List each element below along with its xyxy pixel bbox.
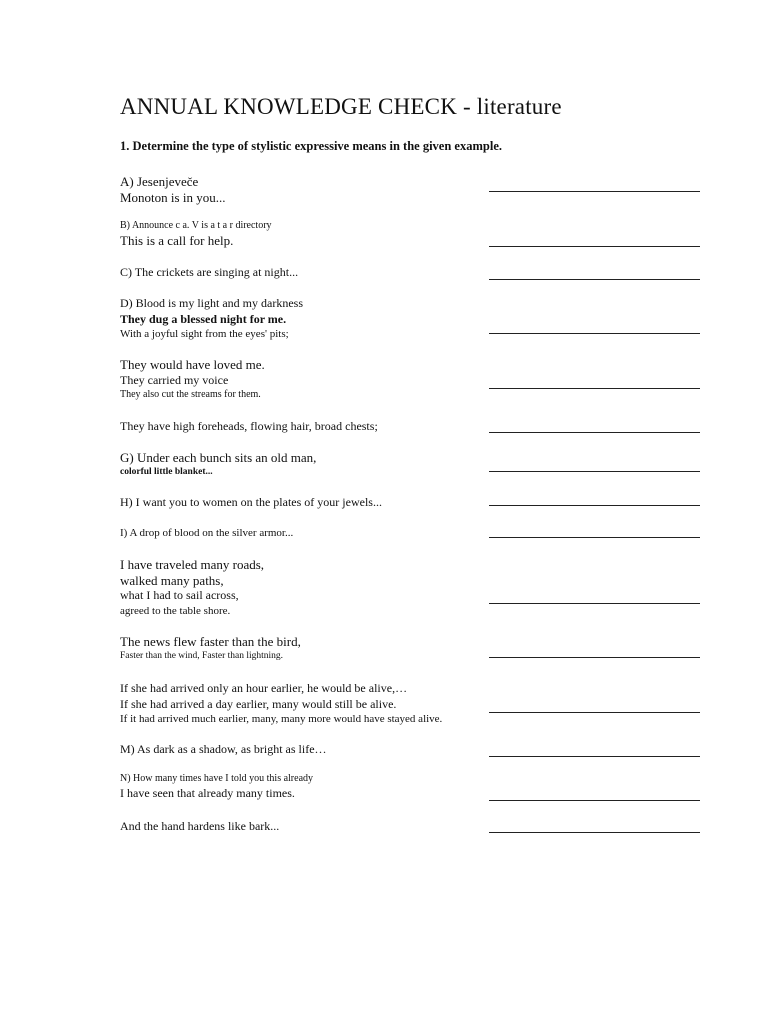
example-line: C) The crickets are singing at night... bbox=[120, 265, 299, 279]
example-line: I have seen that already many times. bbox=[120, 786, 295, 800]
answer-line-f[interactable] bbox=[489, 432, 700, 433]
example-line: walked many paths, bbox=[120, 572, 224, 588]
answer-line-l[interactable] bbox=[489, 712, 700, 713]
example-item-n bbox=[120, 772, 313, 802]
answer-line-a[interactable] bbox=[489, 191, 700, 192]
example-line: With a joyful sight from the eyes' pits; bbox=[120, 328, 289, 340]
example-item-h bbox=[120, 495, 382, 511]
example-line: They dug a blessed night for me. bbox=[120, 311, 287, 326]
example-line: If she had arrived only an hour earlier, he would be alive,… bbox=[120, 681, 408, 695]
answer-line-j[interactable] bbox=[489, 603, 700, 604]
example-line: I) A drop of blood on the silver armor... bbox=[120, 527, 294, 539]
page-title: ANNUAL KNOWLEDGE CHECK - literature bbox=[120, 94, 562, 119]
answer-line-i[interactable] bbox=[489, 537, 700, 538]
example-line: The news flew faster than the bird, bbox=[120, 634, 301, 649]
example-item-i bbox=[120, 526, 293, 540]
example-item-f bbox=[120, 419, 378, 435]
answer-line-k[interactable] bbox=[489, 657, 700, 658]
answer-line-c[interactable] bbox=[489, 279, 700, 280]
answer-line-n[interactable] bbox=[489, 800, 700, 801]
example-line: If it had arrived much earlier, many, many more would have stayed alive. bbox=[120, 713, 443, 725]
example-line: They would have loved me. bbox=[120, 357, 265, 372]
question-instruction: 1. Determine the type of stylistic expressive means in the given example. bbox=[120, 139, 502, 153]
example-line: And the hand hardens like bark... bbox=[120, 819, 280, 833]
example-line: colorful little blanket... bbox=[120, 466, 213, 477]
answer-line-o[interactable] bbox=[489, 832, 700, 833]
example-item-b bbox=[120, 219, 272, 249]
example-item-a bbox=[120, 174, 225, 205]
answer-line-h[interactable] bbox=[489, 505, 700, 506]
example-item-j bbox=[120, 557, 264, 618]
answer-line-m[interactable] bbox=[489, 756, 700, 757]
example-line: They have high foreheads, flowing hair, broad chests; bbox=[120, 419, 378, 433]
example-item-g bbox=[120, 450, 316, 479]
example-item-e bbox=[120, 357, 265, 401]
example-line: what I had to sail across, bbox=[120, 588, 239, 602]
example-line: They also cut the streams for them. bbox=[120, 389, 261, 400]
example-line: A) Jesenjeveče bbox=[120, 174, 199, 189]
example-item-l bbox=[120, 681, 442, 726]
answer-line-e[interactable] bbox=[489, 388, 700, 389]
answer-line-b[interactable] bbox=[489, 246, 700, 247]
example-line: H) I want you to women on the plates of your jewels... bbox=[120, 495, 382, 509]
example-line: I have traveled many roads, bbox=[120, 557, 265, 572]
example-line: agreed to the table shore. bbox=[120, 604, 231, 617]
example-line: This is a call for help. bbox=[120, 233, 234, 248]
example-line: D) Blood is my light and my darkness bbox=[120, 296, 303, 310]
answer-line-d[interactable] bbox=[489, 333, 700, 334]
example-item-o bbox=[120, 819, 279, 835]
example-item-d bbox=[120, 296, 303, 341]
example-line: They carried my voice bbox=[120, 372, 229, 387]
example-line: Faster than the wind, Faster than lightning. bbox=[120, 650, 284, 661]
example-item-k bbox=[120, 634, 301, 663]
example-line: Monoton is in you... bbox=[120, 189, 226, 205]
answer-line-g[interactable] bbox=[489, 471, 700, 472]
example-line: G) Under each bunch sits an old man, bbox=[120, 450, 317, 465]
example-line: N) How many times have I told you this already bbox=[120, 773, 314, 784]
example-line: If she had arrived a day earlier, many would still be alive. bbox=[120, 696, 397, 711]
example-item-m bbox=[120, 742, 327, 758]
example-item-c bbox=[120, 265, 298, 281]
example-line: B) Announce c a. V is a t a r directory bbox=[120, 220, 272, 231]
example-line: M) As dark as a shadow, as bright as life… bbox=[120, 742, 327, 756]
